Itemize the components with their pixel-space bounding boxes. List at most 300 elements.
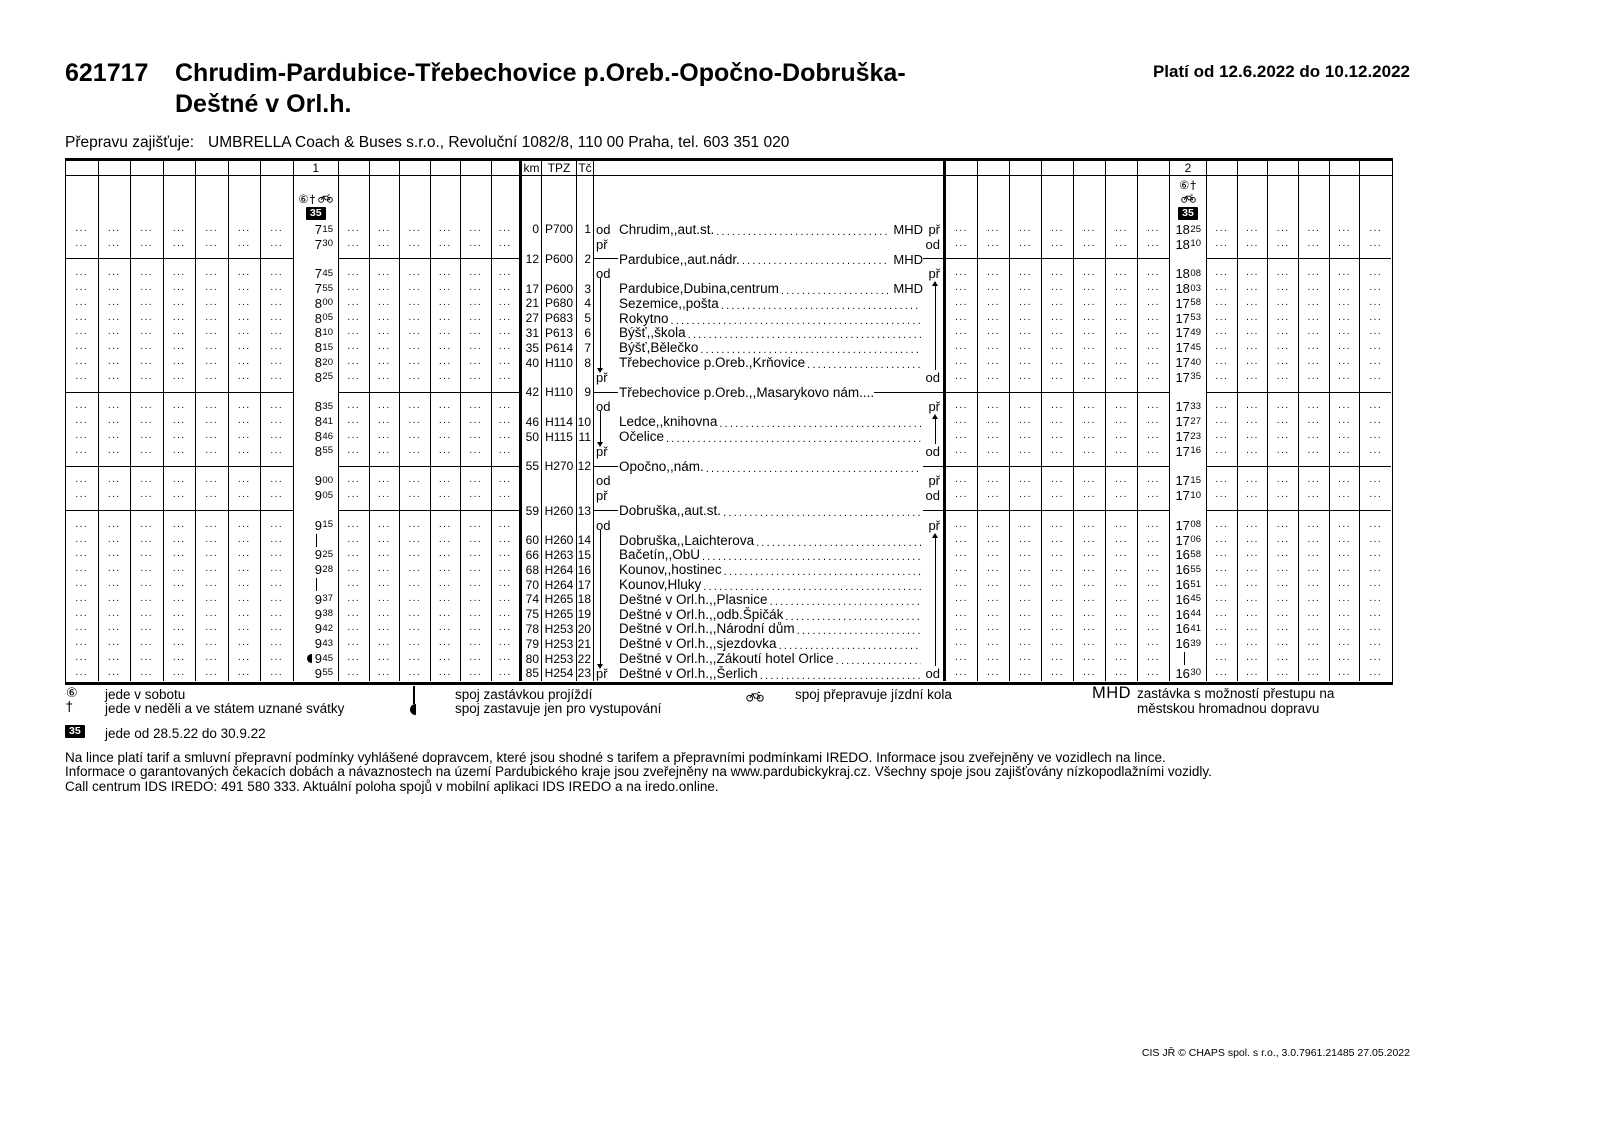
- no-service-dots: ...: [164, 607, 197, 622]
- no-service-dots: ...: [1238, 237, 1269, 252]
- no-service-dots: ...: [1207, 222, 1238, 237]
- symbol-band-row: [66, 176, 1392, 222]
- no-service-dots: ...: [1330, 281, 1361, 296]
- no-service-dots: ...: [261, 326, 294, 341]
- section-line-cell: [1238, 459, 1269, 474]
- arrival-departure-label: př: [596, 369, 608, 385]
- time-minutes: 41: [322, 415, 333, 427]
- time-cell: [294, 385, 340, 400]
- no-service-dots: ...: [229, 651, 262, 666]
- header-cell: [923, 161, 946, 175]
- stop-row: [66, 577, 1392, 592]
- no-service-dots: ...: [1106, 222, 1138, 237]
- no-service-dots: ...: [1369, 282, 1383, 294]
- no-service-dots: ...: [431, 607, 462, 622]
- no-service-dots: ...: [1106, 311, 1138, 326]
- no-service-dots: ...: [978, 281, 1010, 296]
- dot-leader: [770, 596, 921, 607]
- no-service-dots: ...: [1207, 296, 1238, 311]
- no-service-dots: ...: [66, 636, 99, 651]
- tpz-cell: H264: [542, 577, 577, 592]
- arrival-departure-label: od: [596, 222, 611, 237]
- no-service-dots: ...: [1369, 518, 1383, 530]
- no-service-dots: ...: [261, 222, 294, 237]
- no-service-dots: ...: [1207, 592, 1238, 607]
- no-service-dots: ...: [1010, 222, 1042, 237]
- stop-name-cell: [618, 340, 923, 355]
- no-service-dots: ...: [1268, 651, 1299, 666]
- section-line-cell: [1106, 503, 1138, 518]
- no-service-dots: ...: [1106, 518, 1138, 533]
- no-service-dots: ...: [431, 488, 462, 503]
- km-cell: [522, 518, 542, 533]
- arrival-departure-label: od: [923, 370, 946, 385]
- tc-cell: 5: [577, 311, 594, 326]
- time-cell: [294, 503, 340, 518]
- no-service-dots: ...: [1330, 237, 1361, 252]
- no-service-dots: ...: [492, 281, 523, 296]
- header-cell: [339, 161, 370, 175]
- no-service-dots: ...: [1106, 607, 1138, 622]
- tc-header: Tč: [577, 161, 594, 175]
- stop-name: Kounov,,hostinec: [619, 562, 722, 578]
- no-service-dots: ...: [1369, 356, 1383, 368]
- stop-name-cell: [618, 607, 923, 622]
- line-number: 621717: [65, 59, 149, 87]
- no-service-dots: ...: [461, 666, 492, 681]
- time-hour: 8: [314, 325, 322, 341]
- no-service-dots: ...: [1138, 296, 1170, 311]
- time-minutes: 15: [322, 341, 333, 353]
- time-cell: [294, 266, 340, 281]
- passes-stop-mark: [1184, 652, 1185, 665]
- no-service-dots: ...: [1299, 548, 1330, 563]
- no-service-dots: ...: [431, 237, 462, 252]
- no-service-dots: ...: [1207, 622, 1238, 637]
- no-service-dots: ...: [1138, 548, 1170, 563]
- no-service-dots: ...: [99, 340, 132, 355]
- no-service-dots: ...: [131, 533, 164, 548]
- no-service-dots: ...: [66, 533, 99, 548]
- no-service-dots: ...: [978, 355, 1010, 370]
- time-hour: 17: [1175, 340, 1190, 356]
- time-minutes: 05: [322, 312, 333, 324]
- no-service-dots: ...: [1330, 548, 1361, 563]
- section-line-cell: [1360, 385, 1391, 400]
- no-service-dots: ...: [492, 326, 523, 341]
- no-service-dots: ...: [1268, 311, 1299, 326]
- no-service-dots: ...: [1138, 651, 1170, 666]
- no-service-dots: ...: [370, 562, 401, 577]
- no-service-dots: ...: [370, 414, 401, 429]
- section-line-cell: [164, 385, 197, 400]
- time-minutes: 45: [1190, 593, 1201, 605]
- km-cell: 21: [522, 296, 542, 311]
- time-cell: [1170, 222, 1207, 237]
- tpz-cell: [542, 474, 577, 489]
- tc-cell: 21: [577, 636, 594, 651]
- no-service-dots: ...: [1010, 562, 1042, 577]
- no-service-dots: ...: [1042, 622, 1074, 637]
- no-service-dots: ...: [1042, 429, 1074, 444]
- no-service-dots: ...: [1268, 444, 1299, 459]
- section-line-cell: [370, 459, 401, 474]
- no-service-dots: ...: [1299, 533, 1330, 548]
- time-minutes: 25: [322, 371, 333, 383]
- stop-row: [66, 622, 1392, 637]
- time-cell: [294, 562, 340, 577]
- no-service-dots: ...: [492, 518, 523, 533]
- no-service-dots: ...: [131, 222, 164, 237]
- tc-cell: 16: [577, 562, 594, 577]
- tpz-cell: P680: [542, 296, 577, 311]
- section-line-cell: [978, 252, 1010, 267]
- no-service-dots: ...: [400, 607, 431, 622]
- no-service-dots: ...: [261, 237, 294, 252]
- no-service-dots: ...: [1042, 370, 1074, 385]
- stop-name-cell: [618, 400, 923, 415]
- band-cell: [594, 176, 618, 222]
- tpz-cell: H253: [542, 622, 577, 637]
- dot-leader: [716, 226, 889, 237]
- no-service-dots: ...: [131, 636, 164, 651]
- no-service-dots: ...: [461, 281, 492, 296]
- no-service-dots: ...: [261, 666, 294, 681]
- section-line-cell: [1330, 252, 1361, 267]
- time-minutes: 30: [1190, 667, 1201, 679]
- time-cell: [1170, 636, 1207, 651]
- section-line-cell: [492, 385, 523, 400]
- arrival-departure-label: př: [923, 474, 946, 489]
- no-service-dots: ...: [196, 622, 229, 637]
- no-service-dots: ...: [1042, 607, 1074, 622]
- section-line-cell: [978, 503, 1010, 518]
- time-hour: 17: [1175, 414, 1190, 430]
- time-minutes: 45: [1190, 341, 1201, 353]
- no-service-dots: ...: [370, 651, 401, 666]
- no-service-dots: ...: [431, 577, 462, 592]
- no-service-dots: ...: [1207, 651, 1238, 666]
- stop-row: [66, 666, 1392, 681]
- no-service-dots: ...: [1369, 637, 1383, 649]
- no-service-dots: ...: [978, 222, 1010, 237]
- section-line-cell: [1138, 503, 1170, 518]
- no-service-dots: ...: [1138, 414, 1170, 429]
- time-hour: 17: [1175, 429, 1190, 444]
- no-service-dots: ...: [1042, 474, 1074, 489]
- time-hour: 9: [314, 473, 322, 489]
- time-cell: [294, 326, 340, 341]
- stop-name: Třebechovice p.Oreb.,,Masarykovo nám....: [619, 384, 875, 400]
- no-service-dots: ...: [431, 474, 462, 489]
- time-cell: [1170, 592, 1207, 607]
- header-cell: [1106, 161, 1138, 175]
- no-service-dots: ...: [1010, 651, 1042, 666]
- arrival-departure-label: [594, 577, 618, 592]
- stop-name-cell: [618, 444, 923, 459]
- no-service-dots: ...: [1010, 266, 1042, 281]
- no-service-dots: ...: [99, 592, 132, 607]
- section-line-cell: [492, 459, 523, 474]
- no-service-dots: ...: [1042, 577, 1074, 592]
- band-cell: [461, 176, 492, 222]
- stop-name: Bačetín,,ObÚ: [619, 547, 701, 563]
- no-service-dots: ...: [400, 326, 431, 341]
- stop-name-cell: [618, 222, 923, 237]
- no-service-dots: ...: [978, 518, 1010, 533]
- no-service-dots: ...: [946, 340, 978, 355]
- header-cell: [99, 161, 132, 175]
- no-service-dots: ...: [978, 429, 1010, 444]
- time-hour: 17: [1175, 310, 1190, 326]
- stop-name-cell: [618, 533, 923, 548]
- no-service-dots: ...: [431, 429, 462, 444]
- dot-leader: [785, 611, 921, 622]
- section-line-cell: [1330, 503, 1361, 518]
- no-service-dots: ...: [492, 400, 523, 415]
- no-service-dots: ...: [1268, 237, 1299, 252]
- time-cell: [294, 400, 340, 415]
- time-cell: [1170, 340, 1207, 355]
- band-cell: [1170, 176, 1207, 222]
- km-cell: [522, 400, 542, 415]
- no-service-dots: ...: [1106, 266, 1138, 281]
- no-service-dots: ...: [99, 548, 132, 563]
- no-service-dots: ...: [1207, 429, 1238, 444]
- section-line-cell: [1042, 385, 1074, 400]
- no-service-dots: ...: [431, 592, 462, 607]
- time-minutes: 33: [1190, 401, 1201, 413]
- no-service-dots: ...: [261, 444, 294, 459]
- time-hour: 9: [314, 636, 322, 652]
- no-service-dots: ...: [1207, 533, 1238, 548]
- no-service-dots: ...: [131, 592, 164, 607]
- no-service-dots: ...: [1369, 489, 1383, 501]
- km-cell: 75: [522, 607, 542, 622]
- no-service-dots: ...: [131, 340, 164, 355]
- no-service-dots: ...: [131, 237, 164, 252]
- no-service-dots: ...: [1207, 266, 1238, 281]
- no-service-dots: ...: [131, 577, 164, 592]
- no-service-dots: ...: [370, 474, 401, 489]
- stop-name: Rokytno: [619, 310, 669, 326]
- no-service-dots: ...: [1207, 518, 1238, 533]
- od-pr-row: [66, 370, 1392, 385]
- km-cell: 46: [522, 414, 542, 429]
- no-service-dots: ...: [66, 548, 99, 563]
- time-cell: [1170, 429, 1207, 444]
- time-minutes: 38: [322, 608, 333, 620]
- no-service-dots: ...: [1238, 266, 1269, 281]
- stop-name-cell: [618, 592, 923, 607]
- section-line-cell: [594, 503, 618, 518]
- no-service-dots: ...: [339, 400, 370, 415]
- no-service-dots: ...: [461, 370, 492, 385]
- arrival-departure-label: [594, 636, 618, 651]
- no-service-dots: ...: [229, 562, 262, 577]
- no-service-dots: ...: [196, 592, 229, 607]
- no-service-dots: ...: [1042, 326, 1074, 341]
- trip2-number: 2: [1170, 161, 1207, 175]
- header-cell: [1299, 161, 1330, 175]
- no-service-dots: ...: [978, 592, 1010, 607]
- tc-cell: 18: [577, 592, 594, 607]
- no-service-dots: ...: [229, 370, 262, 385]
- time-cell: [1170, 252, 1207, 267]
- header-cell: [1360, 161, 1391, 175]
- no-service-dots: ...: [261, 414, 294, 429]
- stop-row: [66, 385, 1392, 400]
- od-pr-row: [66, 237, 1392, 252]
- no-service-dots: ...: [370, 666, 401, 681]
- header-cell: [1010, 161, 1042, 175]
- header-cell: [66, 161, 99, 175]
- no-service-dots: ...: [229, 444, 262, 459]
- no-service-dots: ...: [1138, 533, 1170, 548]
- header-cell: [594, 161, 618, 175]
- section-line-cell: [461, 459, 492, 474]
- no-service-dots: ...: [1268, 592, 1299, 607]
- section-line-cell: [1268, 252, 1299, 267]
- dot-leader: [721, 300, 921, 311]
- time-cell: [294, 311, 340, 326]
- time-hour: 9: [314, 591, 322, 607]
- no-service-dots: ...: [400, 474, 431, 489]
- header-cell: [1330, 161, 1361, 175]
- no-service-dots: ...: [1330, 488, 1361, 503]
- no-service-dots: ...: [1074, 622, 1106, 637]
- no-service-dots: ...: [1299, 222, 1330, 237]
- no-service-dots: ...: [1207, 355, 1238, 370]
- mhd-transfer-label: MHD: [893, 281, 923, 296]
- no-service-dots: ...: [1106, 414, 1138, 429]
- legend-sunday-holiday-text: jede v neděli a ve státem uznané svátky: [105, 701, 345, 716]
- no-service-dots: ...: [339, 548, 370, 563]
- no-service-dots: ...: [370, 636, 401, 651]
- no-service-dots: ...: [196, 326, 229, 341]
- section-line-cell: [66, 503, 99, 518]
- no-service-dots: ...: [1042, 222, 1074, 237]
- no-service-dots: ...: [99, 651, 132, 666]
- time-cell: [294, 296, 340, 311]
- no-service-dots: ...: [1238, 400, 1269, 415]
- no-service-dots: ...: [99, 533, 132, 548]
- section-line-cell: [431, 252, 462, 267]
- no-service-dots: ...: [99, 666, 132, 681]
- section-line-cell: [1238, 385, 1269, 400]
- no-service-dots: ...: [978, 296, 1010, 311]
- no-service-dots: ...: [1238, 340, 1269, 355]
- no-service-dots: ...: [370, 533, 401, 548]
- no-service-dots: ...: [1106, 651, 1138, 666]
- time-minutes: 39: [1190, 637, 1201, 649]
- no-service-dots: ...: [1268, 562, 1299, 577]
- header-cell: [461, 161, 492, 175]
- stop-row: [66, 326, 1392, 341]
- section-line-cell: [400, 252, 431, 267]
- stop-name-cell: [618, 636, 923, 651]
- section-line-cell: [131, 459, 164, 474]
- section-line-cell: [1238, 503, 1269, 518]
- no-service-dots: ...: [1299, 266, 1330, 281]
- no-service-dots: ...: [1299, 592, 1330, 607]
- time-minutes: 06: [1190, 534, 1201, 546]
- no-service-dots: ...: [1330, 429, 1361, 444]
- no-service-dots: ...: [1299, 400, 1330, 415]
- stop-name-cell: [618, 666, 923, 681]
- no-service-dots: ...: [99, 400, 132, 415]
- no-service-dots: ...: [1042, 281, 1074, 296]
- sunday-holiday-symbol: †: [66, 700, 73, 715]
- no-service-dots: ...: [164, 592, 197, 607]
- km-cell: [522, 266, 542, 281]
- section-line-cell: [431, 459, 462, 474]
- no-service-dots: ...: [131, 370, 164, 385]
- no-service-dots: ...: [1369, 607, 1383, 619]
- no-service-dots: ...: [1138, 355, 1170, 370]
- no-service-dots: ...: [99, 414, 132, 429]
- mhd-symbol: MHD: [1092, 684, 1132, 702]
- legend-exit-only-text: spoj zastavuje jen pro vystupování: [455, 701, 662, 716]
- no-service-dots: ...: [1268, 281, 1299, 296]
- stop-row: [66, 651, 1392, 666]
- no-service-dots: ...: [1369, 533, 1383, 545]
- time-cell: [1170, 355, 1207, 370]
- section-line-cell: [461, 252, 492, 267]
- od-pr-row: [66, 444, 1392, 459]
- no-service-dots: ...: [1010, 577, 1042, 592]
- no-service-dots: ...: [164, 237, 197, 252]
- no-service-dots: ...: [1207, 370, 1238, 385]
- header-cell: [1207, 161, 1238, 175]
- section-line-cell: [923, 503, 946, 518]
- section-line-cell: [196, 503, 229, 518]
- time-cell: [1170, 444, 1207, 459]
- no-service-dots: ...: [461, 355, 492, 370]
- no-service-dots: ...: [400, 414, 431, 429]
- km-header: km: [522, 161, 542, 175]
- time-cell: [1170, 533, 1207, 548]
- arrival-departure-label: př: [596, 236, 608, 252]
- time-hour: 7: [314, 236, 322, 252]
- tpz-cell: H270: [542, 459, 577, 474]
- stop-name-cell: [618, 311, 923, 326]
- no-service-dots: ...: [1268, 474, 1299, 489]
- band-cell: [1299, 176, 1330, 222]
- no-service-dots: ...: [1042, 444, 1074, 459]
- time-minutes: 27: [1190, 415, 1201, 427]
- exit-only-mark: [307, 654, 312, 663]
- no-service-dots: ...: [1042, 533, 1074, 548]
- no-service-dots: ...: [1330, 311, 1361, 326]
- time-cell: [294, 414, 340, 429]
- no-service-dots: ...: [1074, 474, 1106, 489]
- no-service-dots: ...: [1010, 666, 1042, 681]
- tc-cell: 22: [577, 651, 594, 666]
- stop-name: Deštné v Orl.h.,,Národní dům: [619, 621, 795, 637]
- tpz-header: TPZ: [542, 161, 577, 175]
- no-service-dots: ...: [196, 651, 229, 666]
- no-service-dots: ...: [400, 592, 431, 607]
- tpz-cell: H260: [542, 503, 577, 518]
- no-service-dots: ...: [370, 429, 401, 444]
- no-service-dots: ...: [261, 651, 294, 666]
- arrival-departure-label: [594, 533, 618, 548]
- section-line-cell: [978, 385, 1010, 400]
- trip-symbols-line: [298, 193, 333, 206]
- tc-cell: 6: [577, 326, 594, 341]
- no-service-dots: ...: [1074, 311, 1106, 326]
